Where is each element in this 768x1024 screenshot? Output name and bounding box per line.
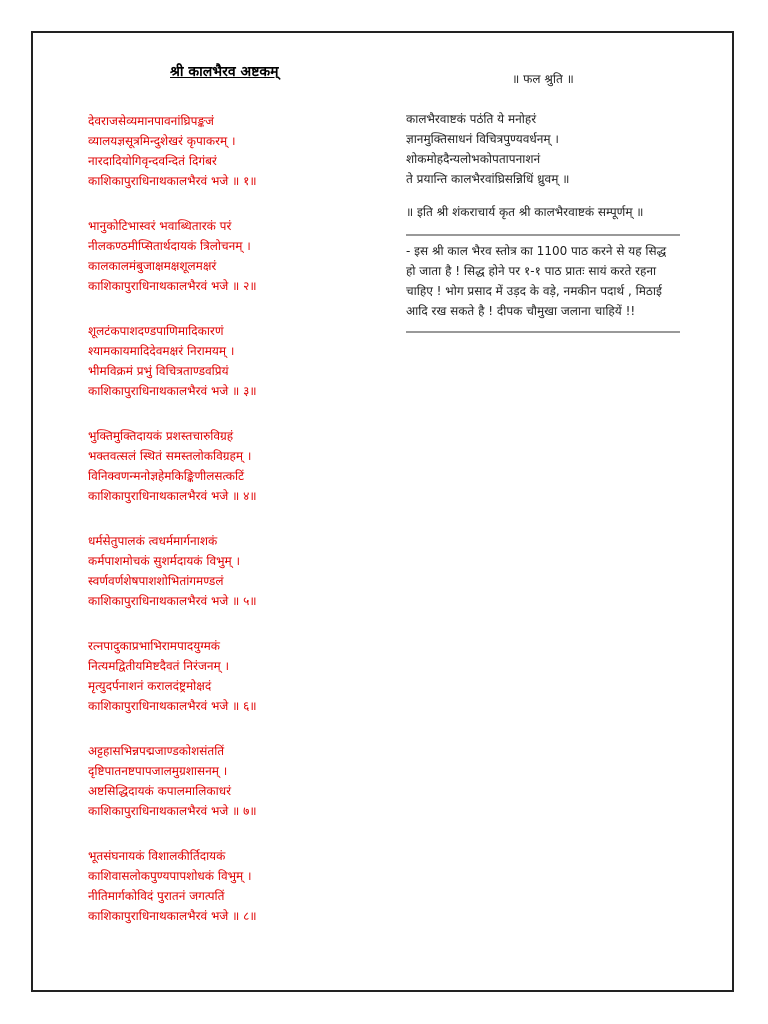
verse-line: भक्तवत्सलं स्थितं समस्तलोकविग्रहम् । (88, 449, 252, 463)
verse-4 (88, 426, 388, 506)
verse-line: काशिवासलोकपुण्यपापशोधकं विभुम् । (88, 869, 252, 883)
verse-line: दृष्टिपातनष्टपापजालमुग्रशासनम् । (88, 764, 228, 778)
note-line: चाहिए ! भोग प्रसाद में उड़द के वड़े, नमकीन पदार्थ , मिठाई (406, 284, 662, 298)
stotra-column (88, 62, 388, 951)
verse-line: भुक्तिमुक्तिदायकं प्रशस्तचारुविग्रहं (88, 429, 234, 443)
note-line: आदि रख सकते है ! दीपक चौमुखा जलाना चाहियें !! (406, 304, 636, 318)
verse-line: व्यालयज्ञसूत्रमिन्दुशेखरं कृपाकरम् । (88, 134, 236, 148)
phal-shruti-column (406, 70, 680, 333)
note-line: - इस श्री काल भैरव स्तोत्र का 1100 पाठ करने से यह सिद्ध (406, 244, 667, 258)
page-title: श्री कालभैरव अष्टकम् (170, 64, 279, 80)
verse-5 (88, 531, 388, 611)
verse-line: शूलटंकपाशदण्डपाणिमादिकारणं (88, 324, 224, 338)
verse-line: काशिकापुराधिनाथकालभैरवं भजे ॥ ३॥ (88, 384, 257, 398)
verse-2 (88, 216, 388, 296)
note-line: हो जाता है ! सिद्ध होने पर १-१ पाठ प्रातः सायं करते रहना (406, 264, 657, 278)
verse-line: काशिकापुराधिनाथकालभैरवं भजे ॥ ८॥ (88, 909, 257, 923)
verse-line: मृत्युदर्पनाशनं करालदंष्ट्रमोक्षदं (88, 679, 212, 693)
verse-7 (88, 741, 388, 821)
verse-line: नित्यमद्वितीयमिष्टदैवतं निरंजनम् । (88, 659, 230, 673)
verse-line: नीलकण्ठमीप्सितार्थदायकं त्रिलोचनम् । (88, 239, 251, 253)
note-box (406, 234, 680, 333)
verse-line: अष्टसिद्धिदायकं कपालमालिकाधरं (88, 784, 231, 798)
verse-line: काशिकापुराधिनाथकालभैरवं भजे ॥ ४॥ (88, 489, 257, 503)
phal-shruti-line: कालभैरवाष्टकं पठंति ये मनोहरं (406, 112, 537, 126)
verse-line: भानुकोटिभास्वरं भवाब्धितारकं परं (88, 219, 232, 233)
verse-line: कर्मपाशमोचकं सुशर्मदायकं विभुम् । (88, 554, 241, 568)
phal-shruti-title: ॥ फल श्रुति ॥ (512, 72, 574, 86)
phal-shruti-verse (406, 109, 680, 189)
verse-line: काशिकापुराधिनाथकालभैरवं भजे ॥ ७॥ (88, 804, 257, 818)
verse-line: धर्मसेतुपालकं त्वधर्ममार्गनाशकं (88, 534, 218, 548)
verse-list (88, 111, 388, 926)
verse-line: भूतसंघनायकं विशालकीर्तिदायकं (88, 849, 226, 863)
verse-6 (88, 636, 388, 716)
verse-line: नारदादियोगिवृन्दवन्दितं दिगंबरं (88, 154, 217, 168)
verse-line: काशिकापुराधिनाथकालभैरवं भजे ॥ ६॥ (88, 699, 257, 713)
verse-line: श्यामकायमादिदेवमक्षरं निरामयम् । (88, 344, 235, 358)
verse-1 (88, 111, 388, 191)
verse-line: काशिकापुराधिनाथकालभैरवं भजे ॥ ५॥ (88, 594, 257, 608)
verse-line: रत्नपादुकाप्रभाभिरामपादयुग्मकं (88, 639, 221, 653)
verse-line: काशिकापुराधिनाथकालभैरवं भजे ॥ १॥ (88, 174, 257, 188)
phal-shruti-line: ते प्रयान्ति कालभैरवांघ्रिसन्निधिं ध्रुवम् ॥ (406, 172, 570, 186)
closing-line: ॥ इति श्री शंकराचार्य कृत श्री कालभैरवाष्टकं सम्पूर्णम् ॥ (406, 205, 644, 219)
verse-line: स्वर्णवर्णशेषपाशशोभितांगमण्डलं (88, 574, 224, 588)
verse-3 (88, 321, 388, 401)
phal-shruti-line: ज्ञानमुक्तिसाधनं विचित्रपुण्यवर्धनम् । (406, 132, 559, 146)
phal-shruti-line: शोकमोहदैन्यलोभकोपतापनाशनं (406, 152, 541, 166)
verse-line: नीतिमार्गकोविदं पुरातनं जगत्पतिं (88, 889, 225, 903)
verse-line: विनिक्वणन्मनोज्ञहेमकिङ्किणीलसत्कटिं (88, 469, 245, 483)
verse-line: काशिकापुराधिनाथकालभैरवं भजे ॥ २॥ (88, 279, 257, 293)
verse-line: अट्टहासभिन्नपद्मजाण्डकोशसंततिं (88, 744, 225, 758)
verse-line: भीमविक्रमं प्रभुं विचित्रताण्डवप्रियं (88, 364, 229, 378)
verse-line: कालकालमंबुजाक्षमक्षशूलमक्षरं (88, 259, 217, 273)
verse-8 (88, 846, 388, 926)
verse-line: देवराजसेव्यमानपावनांघ्रिपङ्कजं (88, 114, 214, 128)
